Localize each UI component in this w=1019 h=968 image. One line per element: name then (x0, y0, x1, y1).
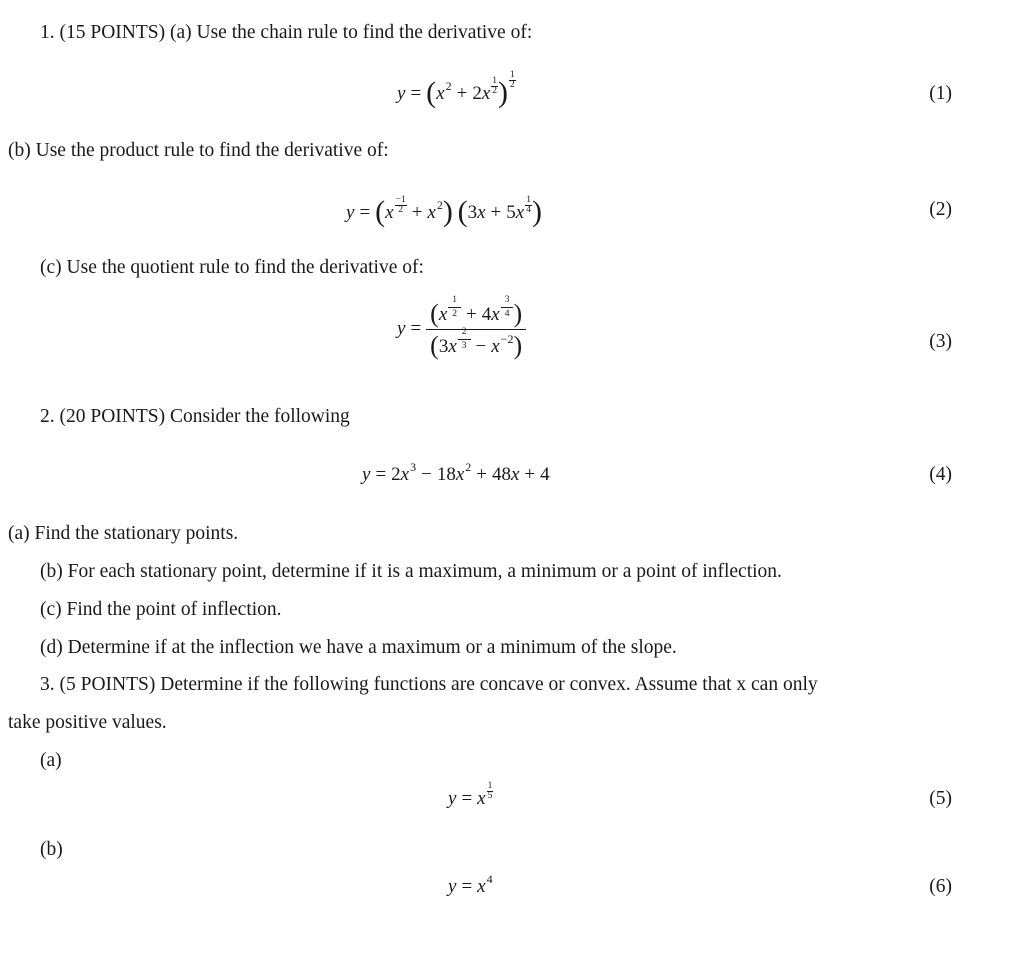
q3-intro-line-1-text: 3. (5 POINTS) Determine if the following functions are concave or convex. Assume that x can only (40, 674, 818, 695)
q3-part-a (40, 749, 62, 773)
q2-intro-text: 2. (20 POINTS) Consider the following (40, 406, 350, 427)
equation-6: $y = x^4$ (448, 872, 493, 897)
q2-part-a (8, 522, 238, 546)
q2-part-d-text: (d) Determine if at the inflection we have a maximum or a minimum of the slope. (40, 637, 677, 658)
equation-3: y = (x $\frac{1}{2}$ + 4x $\frac{3}{4}$ ) (3x $\frac{2}{3}$ − $x^{-2}$) (397, 300, 526, 360)
q2-part-c-text: (c) Find the point of inflection. (40, 599, 282, 620)
q1-part-c (40, 256, 424, 280)
q1-intro (40, 21, 532, 45)
q2-part-b (40, 560, 782, 584)
equation-3-number: (3) (929, 331, 952, 352)
q3-part-a-text: (a) (40, 750, 62, 771)
q2-part-a-text: (a) Find the stationary points. (8, 523, 239, 544)
equation-5-number: (5) (929, 788, 952, 809)
equation-4-number: (4) (929, 464, 952, 485)
equation-1: $y = (x^2 + 2x$ $\frac{1}{2}$ ) $\frac{1}{2}$ (397, 70, 515, 109)
q1-part-c-text: (c) Use the quotient rule to find the derivative of: (40, 257, 424, 278)
q1-part-b (8, 139, 389, 163)
q2-part-b-text: (b) For each stationary point, determine if it is a maximum, a minimum or a point of inflection. (40, 561, 782, 582)
equation-5: y = x $\frac{1}{5}$ (448, 781, 493, 809)
equation-6-number: (6) (929, 876, 952, 897)
equation-2: y = (x $\frac{-1}{2}$ + $x^2$) (3x + 5x $\frac{1}{4}$ ) (346, 195, 542, 228)
equation-1-number: (1) (929, 83, 952, 104)
q3-part-b-text: (b) (40, 839, 63, 860)
q3-part-b (40, 838, 63, 862)
q2-part-d (40, 636, 677, 660)
q2-part-c (40, 598, 282, 622)
q1-intro-text: 1. (15 POINTS) (a) Use the chain rule to find the derivative of: (40, 22, 533, 43)
q2-intro (40, 405, 350, 429)
q3-intro-line-1 (40, 673, 818, 697)
q1-part-b-text: (b) Use the product rule to find the derivative of: (8, 140, 389, 161)
q3-intro-line-2-text: take positive values. (8, 712, 167, 733)
equation-2-number: (2) (929, 199, 952, 220)
q3-intro-line-2 (8, 711, 167, 735)
equation-4: $y = 2x^3 - 18x^2 + 48x + 4$ (362, 460, 550, 485)
